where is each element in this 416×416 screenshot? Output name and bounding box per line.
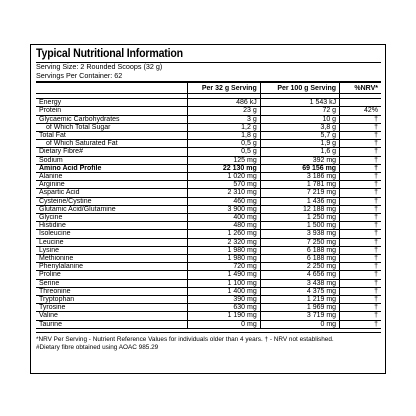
row-per-100g: 4 375 mg [260,287,339,295]
row-nrv: 42% [340,107,381,115]
row-per-100g: 1 436 mg [260,197,339,205]
amino-header-group [36,164,381,172]
row-per-serving: 3 900 mg [188,205,260,213]
table-row [36,320,381,328]
servings-per-container: Servings Per Container: 62 [36,70,123,80]
row-nrv: † [340,123,381,131]
row-per-serving: 460 mg [188,197,260,205]
nutrient-rows [36,99,381,165]
row-label: Arginine [36,181,188,189]
row-label: Protein [36,107,188,115]
row-label: Alanine [36,173,188,181]
row-label: Glycaemic Carbohydrates [36,115,188,123]
row-per-serving: 570 mg [188,181,260,189]
row-per-100g: 5,7 g [260,132,339,140]
row-nrv: † [340,140,381,148]
row-label: Phenylalanine [36,263,188,271]
row-per-serving: 486 kJ [188,99,260,107]
table-row [36,230,381,238]
table-row [36,181,381,189]
row-label: Tryptophan [36,296,188,304]
header-per-100g: Per 100 g Serving [260,83,339,94]
header-label [36,83,188,94]
row-label: Methionine [36,255,188,263]
row-per-100g: 1 500 mg [260,222,339,230]
row-per-serving: 1 400 mg [188,287,260,295]
footnote-nrv: *NRV Per Serving - Nutrient Reference Values for individuals older than 4 years. † - NRV not established. [36,335,334,343]
table-header-row [36,83,381,94]
row-label: Isoleucine [36,230,188,238]
row-per-serving: 720 mg [188,263,260,271]
row-nrv: † [340,230,381,238]
row-per-100g: 3 938 mg [260,230,339,238]
row-per-100g: 69 156 mg [260,164,339,172]
row-per-serving: 0,5 g [188,140,260,148]
table-row [36,189,381,197]
row-per-100g: 6 188 mg [260,255,339,263]
row-per-100g: 1 219 mg [260,296,339,304]
panel-title: Typical Nutritional Information [36,48,183,60]
table-row [36,279,381,287]
row-per-100g: 3,8 g [260,123,339,131]
table-row [36,271,381,279]
table-row [36,255,381,263]
row-nrv: † [340,271,381,279]
row-label: Aspartic Acid [36,189,188,197]
row-per-100g: 2 250 mg [260,263,339,271]
row-per-100g: 3 719 mg [260,312,339,320]
table-row [36,123,381,131]
row-per-serving: 1 490 mg [188,271,260,279]
row-per-serving: 1 190 mg [188,312,260,320]
row-label: Serine [36,279,188,287]
header-nrv: %NRV* [340,83,381,94]
nutrition-panel [30,44,386,374]
row-nrv: † [340,197,381,205]
row-per-serving: 400 mg [188,214,260,222]
table-row [36,263,381,271]
row-per-serving: 1 980 mg [188,246,260,254]
row-per-100g: 0 mg [260,320,339,328]
row-per-serving: 23 g [188,107,260,115]
table-row [36,222,381,230]
row-per-100g: 4 656 mg [260,271,339,279]
row-per-100g: 1 543 kJ [260,99,339,107]
serving-size: Serving Size: 2 Rounded Scoops (32 g) [36,62,163,71]
row-per-100g: 72 g [260,107,339,115]
row-per-serving: 390 mg [188,296,260,304]
row-label: of Which Saturated Fat [36,140,188,148]
row-per-serving: 1 100 mg [188,279,260,287]
row-nrv: † [340,181,381,189]
row-per-serving: 0 mg [188,320,260,328]
table-row [36,238,381,246]
row-nrv: † [340,263,381,271]
table-row [36,197,381,205]
row-label: Lysine [36,246,188,254]
row-label: Total Fat [36,132,188,140]
table-row [36,140,381,148]
row-label: Sodium [36,156,188,164]
row-nrv: † [340,164,381,172]
table-row [36,214,381,222]
footnotes [36,332,381,352]
row-per-100g: 1,6 g [260,148,339,156]
table-row [36,115,381,123]
table-row [36,246,381,254]
row-per-100g: 7 250 mg [260,238,339,246]
table-row [36,304,381,312]
row-per-100g: 3 438 mg [260,279,339,287]
table-row [36,296,381,304]
row-nrv: † [340,320,381,328]
row-nrv: † [340,312,381,320]
row-nrv: † [340,214,381,222]
row-per-serving: 22 130 mg [188,164,260,172]
row-nrv: † [340,189,381,197]
table-row [36,132,381,140]
row-per-serving: 2 320 mg [188,238,260,246]
row-label: Dietary Fibre# [36,148,188,156]
row-per-100g: 10 g [260,115,339,123]
row-label: Amino Acid Profile [36,164,188,172]
row-per-serving: 2 310 mg [188,189,260,197]
row-per-100g: 1 969 mg [260,304,339,312]
row-per-serving: 630 mg [188,304,260,312]
amino-rows [36,173,381,329]
row-nrv: † [340,132,381,140]
row-nrv: † [340,115,381,123]
row-per-100g: 12 188 mg [260,205,339,213]
table-row [36,156,381,164]
row-nrv: † [340,222,381,230]
row-label: Histidine [36,222,188,230]
row-per-serving: 3 g [188,115,260,123]
row-nrv [340,99,381,107]
row-nrv: † [340,148,381,156]
row-label: Tyrosine [36,304,188,312]
table-row [36,99,381,107]
row-label: Glycine [36,214,188,222]
header-per-serving: Per 32 g Serving [188,83,260,94]
row-per-100g: 3 186 mg [260,173,339,181]
nutrition-table [36,83,381,329]
row-label: Taurine [36,320,188,328]
row-nrv: † [340,173,381,181]
row-label: Valine [36,312,188,320]
row-label: Energy [36,99,188,107]
row-per-serving: 1,8 g [188,132,260,140]
row-nrv: † [340,205,381,213]
row-per-serving: 1 260 mg [188,230,260,238]
row-per-serving: 1,2 g [188,123,260,131]
row-nrv: † [340,296,381,304]
row-nrv: † [340,156,381,164]
table-row [36,148,381,156]
row-nrv: † [340,304,381,312]
row-nrv: † [340,246,381,254]
footnote-fibre: #Dietary fibre obtained using AOAC 985.29 [36,343,159,351]
table-row [36,312,381,320]
row-nrv: † [340,279,381,287]
table-row [36,205,381,213]
row-per-serving: 1 020 mg [188,173,260,181]
row-per-serving: 0,5 g [188,148,260,156]
row-per-100g: 392 mg [260,156,339,164]
row-label: Proline [36,271,188,279]
table-row [36,173,381,181]
row-label: Leucine [36,238,188,246]
row-per-serving: 1 980 mg [188,255,260,263]
row-label: Glutamic Acid/Glutamine [36,205,188,213]
row-label: Threonine [36,287,188,295]
row-nrv: † [340,287,381,295]
table-row [36,287,381,295]
amino-acid-profile-row [36,164,381,172]
row-per-serving: 125 mg [188,156,260,164]
row-nrv: † [340,255,381,263]
row-per-100g: 6 188 mg [260,246,339,254]
row-per-100g: 1,9 g [260,140,339,148]
row-label: of Which Total Sugar [36,123,188,131]
row-per-100g: 1 781 mg [260,181,339,189]
row-per-serving: 480 mg [188,222,260,230]
row-per-100g: 7 219 mg [260,189,339,197]
row-per-100g: 1 250 mg [260,214,339,222]
row-label: Cysteine/Cystine [36,197,188,205]
row-nrv: † [340,238,381,246]
table-row [36,107,381,115]
